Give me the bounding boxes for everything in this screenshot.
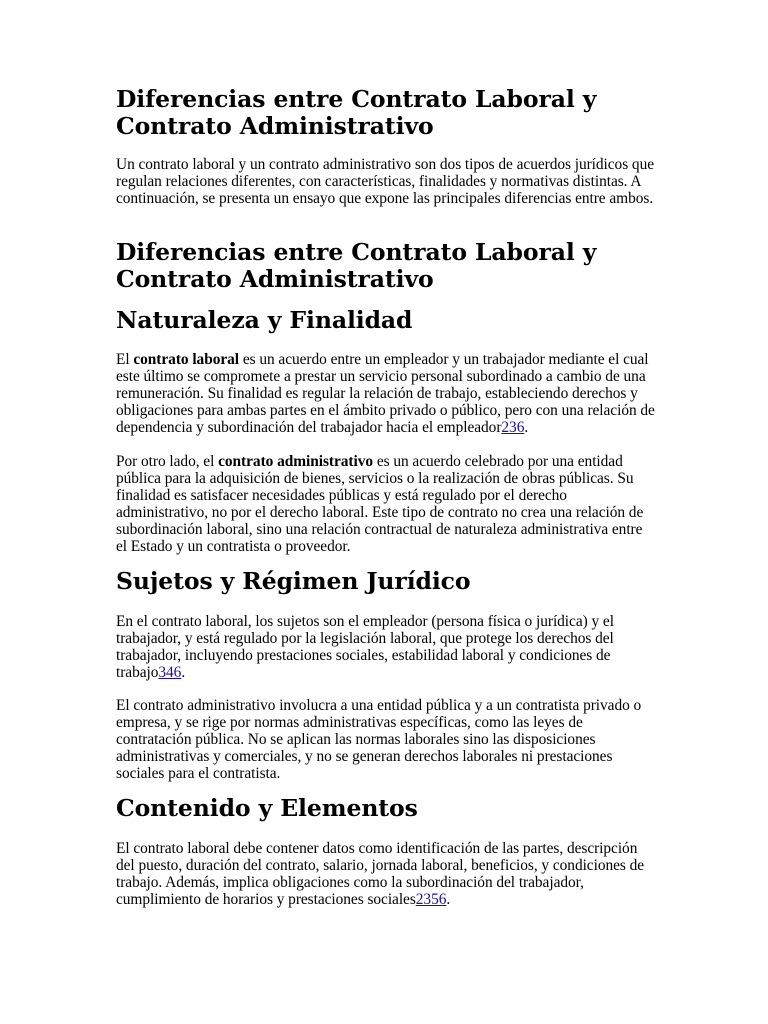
paragraph-end: . xyxy=(446,891,451,908)
paragraph-sujetos-administrativo: El contrato administrativo involucra a una entidad pública y a un contratista privado o empresa, y se rige por normas administrativas específicas, como las leyes de contratación pública. No se aplican las normas laborales sino las disposiciones administrativas y comerciales, y no se generan derechos laborales ni prestaciones sociales para el contratista. xyxy=(116,697,642,782)
section-heading-naturaleza: Naturaleza y Finalidad xyxy=(116,306,413,334)
paragraph-end: . xyxy=(524,419,529,436)
paragraph-sujetos-laboral xyxy=(116,613,656,681)
reference-link[interactable]: 346 xyxy=(158,664,182,681)
paragraph-text: es un acuerdo entre un empleador y un trabajador mediante el cual este último se compromete a prestar un servicio personal subordinado a cambio de una remuneración. Su finalidad es regular la relación de trabajo, estableciendo derechos y obligaciones para ambas partes en el ámbito privado o público, pero con una relación de dependencia y subordinación del trabajador hacia el empleador xyxy=(116,351,655,436)
paragraph-text: El contrato laboral debe contener datos como identificación de las partes, descripción del puesto, duración del contrato, salario, jornada laboral, beneficios, y condiciones de trabajo. Además, implica obligaciones como la subordinación del trabajador, cumplimiento de horarios y prestaciones sociales xyxy=(116,840,645,908)
paragraph-contenido-laboral xyxy=(116,840,656,908)
paragraph-end: . xyxy=(181,664,186,681)
intro-paragraph: Un contrato laboral y un contrato administrativo son dos tipos de acuerdos jurídicos que regulan relaciones diferentes, con características, finalidades y normativas distintas. A continuación, se presenta un ensayo que expone las principales diferencias entre ambos. xyxy=(116,156,655,207)
paragraph-contrato-administrativo xyxy=(116,453,656,555)
section-heading-sujetos: Sujetos y Régimen Jurídico xyxy=(116,567,471,595)
paragraph-text: es un acuerdo celebrado por una entidad pública para la adquisición de bienes, servicios o la realización de obras públicas. Su finalidad es satisfacer necesidades públicas y está regulado por el derecho administrativo, no por el derecho laboral. Este tipo de contrato no crea una relación de subordinación laboral, sino una relación contractual de naturaleza administrativa entre el Estado y un contratista o proveedor. xyxy=(116,453,644,555)
reference-link[interactable]: 2356 xyxy=(415,891,447,908)
document-subtitle: Diferencias entre Contrato Laboral y Contrato Administrativo xyxy=(116,238,597,293)
document-title: Diferencias entre Contrato Laboral y Contrato Administrativo xyxy=(116,85,597,140)
bold-term: contrato laboral xyxy=(133,351,240,368)
paragraph-text: El xyxy=(116,351,134,368)
reference-link[interactable]: 236 xyxy=(501,419,525,436)
paragraph-contrato-laboral xyxy=(116,351,656,436)
bold-term: contrato administrativo xyxy=(218,453,374,470)
paragraph-text: Por otro lado, el xyxy=(116,453,219,470)
section-heading-contenido: Contenido y Elementos xyxy=(116,794,418,822)
paragraph-text: En el contrato laboral, los sujetos son el empleador (persona física o jurídica) y el trabajador, y está regulado por la legislación laboral, que protege los derechos del trabajador, incluyendo prestaciones sociales, estabilidad laboral y condiciones de trabajo xyxy=(116,613,614,681)
